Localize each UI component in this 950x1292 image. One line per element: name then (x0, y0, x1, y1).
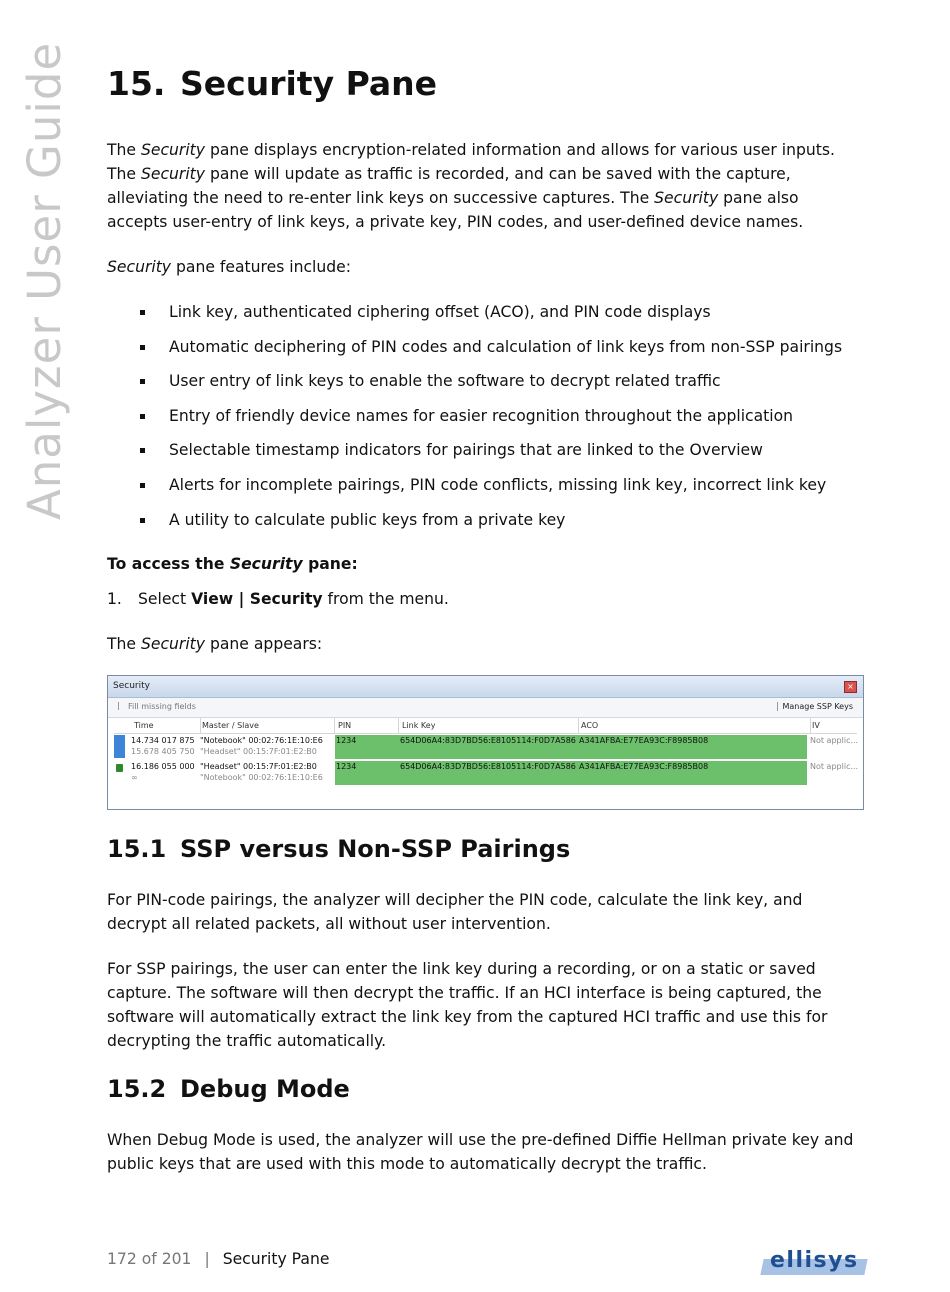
emphasis: Security (140, 165, 206, 183)
page-title-text: Security Pane (180, 64, 438, 103)
pin-cell[interactable]: 1234 (336, 736, 357, 745)
bullet-icon (140, 345, 145, 350)
text: pane displays encryption-related information and allows for various user inputs. (205, 141, 835, 159)
text: The (107, 635, 141, 653)
aco-cell: A341AFBA:E77EA93C:F8985B08 (579, 736, 709, 745)
section-title: SSP versus Non-SSP Pairings (180, 835, 571, 863)
step-1 (107, 587, 449, 611)
ssp-paragraph-2 (107, 957, 867, 1053)
text: Select (138, 590, 192, 608)
list-item-text: Automatic deciphering of PIN codes and calculation of link keys from non-SSP pairings (169, 337, 843, 356)
master-cell: "Notebook" 00:02:76:1E:10:E6 (200, 736, 323, 745)
list-item-text: Selectable timestamp indicators for pairings that are linked to the Overview (169, 441, 763, 460)
text: pane: (302, 555, 358, 573)
section-title: Debug Mode (180, 1075, 350, 1103)
text: alleviating the need to re-enter link keys on successive captures. The (107, 189, 655, 207)
manage-ssp-keys-button[interactable]: Manage SSP Keys (777, 702, 853, 711)
slave-cell: "Notebook" 00:02:76:1E:10:E6 (200, 773, 323, 782)
access-heading (107, 552, 867, 576)
list-item-text: A utility to calculate public keys from a private key (169, 510, 566, 529)
aco-cell: A341AFBA:E77EA93C:F8985B08 (579, 762, 709, 771)
column-header-pin[interactable]: PIN (338, 721, 352, 730)
debug-paragraph (107, 1128, 867, 1176)
iv-cell: Not applic... (810, 762, 859, 771)
bullet-icon (140, 310, 145, 315)
column-header-link-key[interactable]: Link Key (402, 721, 436, 730)
pane-titlebar (108, 676, 863, 698)
close-icon[interactable]: × (844, 681, 857, 693)
list-item-text: Link key, authenticated ciphering offset (ACO), and PIN code displays (169, 303, 711, 321)
page-title (107, 64, 437, 103)
text: pane appears: (205, 635, 323, 653)
iv-cell: Not applic... (810, 736, 859, 745)
page-title-number: 15. (107, 64, 166, 103)
emphasis: Security (140, 635, 206, 653)
logo-wordmark: ellisys (770, 1248, 859, 1273)
page-footer (107, 1250, 329, 1268)
section-number: 15.1 (107, 835, 167, 863)
button-label: Fill missing fields (128, 702, 196, 711)
section-heading-15-1 (107, 835, 570, 863)
text: The (107, 165, 141, 183)
menu-path: View | Security (191, 590, 323, 608)
text-line: decrypting the traffic automatically. (107, 1032, 387, 1050)
pane-appears-text (107, 632, 867, 656)
text-line: capture. The software will then decrypt the traffic. If an HCI interface is being captured, the (107, 984, 822, 1002)
bullet-icon (140, 448, 145, 453)
text: from the menu. (322, 590, 449, 608)
lock-icon (116, 764, 123, 772)
column-header-iv[interactable]: IV (812, 721, 820, 730)
footer-section-name: Security Pane (222, 1250, 330, 1268)
pane-title: Security (113, 681, 150, 691)
selection-marker-icon (114, 735, 125, 758)
text: pane will update as traffic is recorded, and can be saved with the capture, (205, 165, 791, 183)
text: To access the (107, 555, 230, 573)
ellisys-logo (762, 1250, 866, 1278)
ssp-paragraph-1 (107, 888, 867, 936)
emphasis: Security (140, 141, 206, 159)
table-row[interactable] (114, 761, 857, 785)
time-cell: 16.186 055 000 (131, 762, 195, 771)
column-header-master-slave[interactable]: Master / Slave (202, 721, 259, 730)
list-item-text: Entry of friendly device names for easier recognition throughout the application (169, 406, 794, 425)
time-cell: 14.734 017 875 (131, 736, 195, 745)
footer-separator: | (204, 1250, 210, 1268)
bullet-icon (140, 414, 145, 419)
emphasis: Security (229, 555, 303, 573)
emphasis: Security (107, 258, 172, 276)
text-line: public keys that are used with this mode to automatically decrypt the traffic. (107, 1155, 707, 1173)
pencil-icon (118, 702, 125, 710)
bullet-icon (140, 518, 145, 523)
text-line: For PIN-code pairings, the analyzer will decipher the PIN code, calculate the link key, and (107, 891, 803, 909)
time-cell-secondary: 15.678 405 750 (131, 747, 195, 756)
bullet-icon (140, 379, 145, 384)
link-key-cell[interactable]: 654D06A4:83D7BD56:E8105114:F0D7A586 (400, 762, 576, 771)
text: accepts user-entry of link keys, a private key, PIN codes, and user-defined device names. (107, 213, 804, 231)
page-number: 172 of 201 (107, 1250, 192, 1268)
text-line: software will automatically extract the link key from the captured HCI traffic and use this for (107, 1008, 828, 1026)
security-pane-screenshot (107, 675, 864, 810)
features-intro (107, 255, 867, 279)
bullet-icon (140, 483, 145, 488)
master-cell: "Headset" 00:15:7F:01:E2:B0 (200, 762, 317, 771)
text-line: decrypt all related packets, all without user intervention. (107, 915, 551, 933)
list-item-text: Alerts for incomplete pairings, PIN code conflicts, missing link key, incorrect link key (169, 475, 827, 494)
section-number: 15.2 (107, 1075, 167, 1103)
text-line: For SSP pairings, the user can enter the link key during a recording, or on a static or saved (107, 960, 816, 978)
text-line: When Debug Mode is used, the analyzer will use the pre-defined Diffie Hellman private key and (107, 1131, 854, 1149)
section-heading-15-2 (107, 1075, 350, 1103)
list-item-text: User entry of link keys to enable the software to decrypt related traffic (169, 372, 721, 391)
grid-header (114, 718, 857, 734)
column-header-time[interactable]: Time (134, 721, 154, 730)
text: pane features include: (171, 258, 352, 276)
text: pane also (718, 189, 799, 207)
table-row[interactable] (114, 735, 857, 759)
pin-cell[interactable]: 1234 (336, 762, 357, 771)
emphasis: Security (654, 189, 719, 207)
intro-paragraph (107, 138, 867, 234)
fill-missing-fields-button[interactable] (118, 702, 196, 711)
time-cell-secondary: ∞ (131, 773, 138, 782)
column-header-aco[interactable]: ACO (581, 721, 599, 730)
link-key-cell[interactable]: 654D06A4:83D7BD56:E8105114:F0D7A586 (400, 736, 576, 745)
slave-cell: "Headset" 00:15:7F:01:E2:B0 (200, 747, 317, 756)
text: The (107, 141, 141, 159)
step-number: 1. (107, 590, 122, 608)
pane-toolbar (108, 698, 863, 718)
side-title: Analyzer User Guide (18, 41, 71, 520)
